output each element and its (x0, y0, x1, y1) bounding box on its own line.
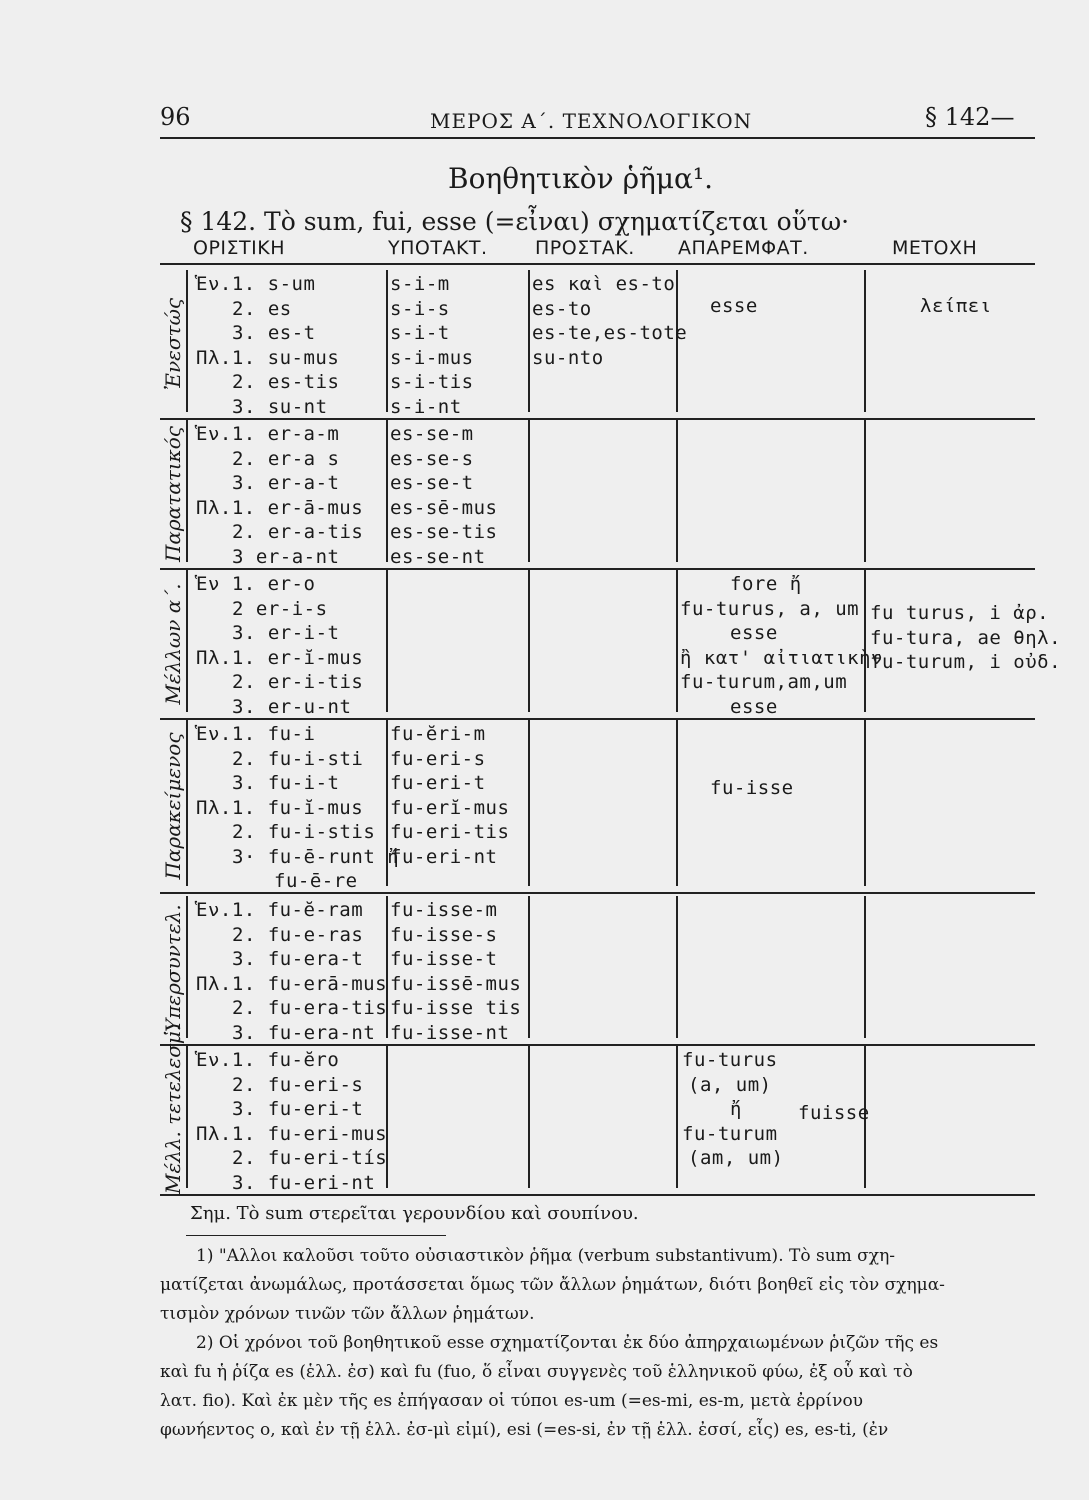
table-cell: 3. fu-eri-nt (232, 1171, 376, 1194)
footnote-line: φωνήεντος o, καὶ ἐν τῇ ἑλλ. ἐσ-μὶ εἰμί), esi (=es-si, ἐν τῇ ἑλλ. ἐσσί, εἷς) es, es-ti, (ἐν (160, 1420, 889, 1440)
column-rule (186, 720, 188, 886)
column-rule (864, 570, 866, 712)
table-cell: fu-turus, a, um (680, 597, 860, 620)
table-cell: 3. fu-eri-t (232, 1098, 364, 1120)
column-rule (386, 270, 388, 412)
page-number: 96 (160, 103, 191, 131)
table-cell: 2. er-a-tis (232, 521, 364, 543)
table-cell: fu-tura, ae θηλ. (870, 626, 1062, 649)
table-cell: fu-ē-re (274, 870, 358, 892)
table-cell: 3. er-u-nt (232, 695, 352, 718)
table-cell: es-se-tis (390, 521, 498, 543)
column-rule (186, 270, 188, 412)
column-rule (676, 896, 678, 1038)
table-cell: fu-isse-nt (390, 1021, 510, 1044)
table-cell: 3. es-t (232, 322, 316, 344)
table-cell: fu-isse-s (390, 923, 498, 946)
table-cell: es-se-m (390, 423, 474, 445)
table-cell: λείπει (920, 295, 992, 317)
table-cell: (a, um) (688, 1073, 772, 1096)
table-cell: 3. er-i-t (232, 622, 340, 644)
tense-rule (160, 418, 1035, 420)
table-cell: Πλ.1. fu-erā-mus (196, 972, 388, 995)
table-cell: es-se-t (390, 472, 474, 494)
table-cell: Πλ.1. fu-ĭ-mus (196, 796, 364, 819)
table-cell: fu-eri-tis (390, 821, 510, 843)
tense-rule (160, 718, 1035, 720)
footnote-line: 1) "Αλλοι καλοῦσι τοῦτο οὐσιαστικὸν ῥῆμα (verbum substantivum). Τὸ sum σχη- (196, 1246, 896, 1266)
table-cell: esse (730, 695, 778, 718)
table-cell: s-i-nt (390, 395, 462, 418)
column-rule (528, 720, 530, 886)
table-cell: fore ἤ (730, 573, 802, 595)
table-cell: fu-isse (710, 777, 794, 799)
table-cell: fu-ĕri-m (390, 723, 486, 745)
table-cell: 2. fu-i-stis (232, 821, 376, 843)
col-participle: ΜΕΤΟΧΗ (892, 237, 978, 259)
footnote-line: ματίζεται ἀνωμάλως, προτάσσεται ὅμως τῶν ἄλλων ῥημάτων, διότι βοηθεῖ εἰς τὸν σχημα- (160, 1275, 945, 1295)
table-cell: 3· fu-ē-runt ἤ (232, 845, 400, 868)
tense-rule (160, 568, 1035, 570)
table-cell: s-i-s (390, 297, 450, 320)
column-rule (676, 570, 678, 712)
column-rule (186, 420, 188, 562)
tense-label: Μέλλ. τετελεσμ. (161, 1024, 185, 1194)
table-cell: Ἑν.1. fu-ĕro (196, 1049, 340, 1071)
table-cell: fu-eri-s (390, 747, 486, 770)
table-cell: Πλ.1. er-ā-mus (196, 496, 364, 519)
table-cell: 2. fu-era-tis (232, 997, 388, 1019)
table-cell: fu-erĭ-mus (390, 796, 510, 819)
table-cell: es-to (532, 297, 592, 320)
table-cell: esse (710, 295, 758, 317)
table-cell: fu-eri-nt (390, 845, 498, 868)
table-cell: fu-turum (682, 1122, 778, 1145)
table-cell: 2. fu-i-sti (232, 747, 364, 770)
remark: Σημ. Τὸ sum στερεῖται γερουνδίου καὶ σουπίνου. (190, 1203, 639, 1224)
footnote-line: λατ. fio). Καὶ ἐκ μὲν τῆς es ἐπήγασαν οἱ τύποι es-um (=es-mi, es-m, μετὰ ἐρρίνου (160, 1391, 864, 1411)
footnotes (160, 1242, 1040, 1445)
header-rule (160, 137, 1035, 139)
table-cell: 3. fu-era-t (232, 948, 364, 970)
col-imperative: ΠΡΟΣΤΑΚ. (535, 237, 635, 259)
table-cell: Πλ.1. er-ĭ-mus (196, 646, 364, 669)
column-rule (528, 1046, 530, 1188)
table-cell: 3 er-a-nt (232, 545, 340, 568)
table-cell: 2. es-tis (232, 371, 340, 393)
tense-label: Παρακείμενος (161, 732, 185, 880)
table-cell: s-i-tis (390, 371, 474, 393)
table-cell: ἢ κατ' αἰτιατικὴν (680, 646, 883, 669)
table-cell: s-i-t (390, 322, 450, 344)
table-cell: 2. fu-eri-tís (232, 1147, 388, 1169)
table-cell: Ἑν.1. fu-ĕ-ram (196, 899, 364, 921)
col-infinitive: ΑΠΑΡΕΜΦΑΤ. (678, 237, 809, 259)
table-cell: es-se-nt (390, 545, 486, 568)
table-cell: esse (730, 622, 778, 644)
tense-rule (160, 892, 1035, 894)
table-cell: 2. er-i-tis (232, 671, 364, 693)
tense-rule (160, 1044, 1035, 1046)
column-rule (864, 720, 866, 886)
page-title: Βοηθητικὸν ῥῆμα¹. (448, 162, 714, 195)
table-cell: fu-isse-m (390, 899, 498, 921)
column-rule (864, 420, 866, 562)
column-rule (386, 420, 388, 562)
table-cell: fu-turus (682, 1049, 778, 1071)
tense-rule (160, 1194, 1035, 1196)
column-rule (528, 896, 530, 1038)
table-cell: su-nto (532, 346, 604, 369)
column-rule (528, 420, 530, 562)
table-cell: 2 er-i-s (232, 597, 328, 620)
footnote-line: 2) Οἱ χρόνοι τοῦ βοηθητικοῦ esse σχηματίζονται ἐκ δύο ἀπηρχαιωμένων ῥιζῶν τῆς es (196, 1333, 939, 1353)
table-cell: s-i-mus (390, 346, 474, 369)
tense-label: Μέλλων α΄. (161, 583, 185, 705)
table-cell: ἤ (730, 1098, 742, 1120)
table-cell: 2. er-a s (232, 447, 340, 470)
tense-label: Ἐνεστώς (161, 297, 185, 391)
table-cell: 2. fu-eri-s (232, 1073, 364, 1096)
col-indicative: ΟΡΙΣΤΙΚΗ (193, 237, 285, 259)
table-cell: es-te,es-tote (532, 322, 688, 344)
table-cell: fu-isse-t (390, 948, 498, 970)
table-cell: fu-turum,am,um (680, 671, 848, 693)
table-cell: s-i-m (390, 273, 450, 295)
table-cell: fu-eri-t (390, 772, 486, 794)
footnote-line: τισμὸν χρόνων τινῶν τῶν ἄλλων ῥημάτων. (160, 1304, 535, 1324)
table-cell: (am, um) (688, 1147, 784, 1169)
table-cell: Ἑν 1. er-o (196, 573, 316, 595)
table-cell: fu-turum, i οὐδ. (870, 651, 1062, 673)
table-cell: Πλ.1. su-mus (196, 346, 340, 369)
column-rule (864, 896, 866, 1038)
table-cell: es καὶ es-to (532, 273, 676, 295)
footnote-rule (186, 1235, 446, 1236)
table-cell: fu turus, i ἀρ. (870, 602, 1050, 624)
column-rule (528, 270, 530, 412)
table-cell: 3. fu-era-nt (232, 1021, 376, 1044)
table-cell: Ἑν.1. s-um (196, 273, 316, 295)
column-rule (676, 720, 678, 886)
table-cell: es-sē-mus (390, 496, 498, 519)
column-rule (676, 1046, 678, 1188)
table-cell: fuisse (798, 1102, 870, 1124)
table-cell: fu-issē-mus (390, 972, 522, 995)
table-cell: Ἑν.1. er-a-m (196, 423, 340, 445)
table-cell: 3. su-nt (232, 395, 328, 418)
table-cell: 2. es (232, 297, 292, 320)
column-rule (186, 570, 188, 712)
table-cell: fu-isse tis (390, 997, 522, 1019)
footnote-line: καὶ fu ἡ ῥίζα es (ἑλλ. ἐσ) καὶ fu (fuo, ὅ εἶναι συγγενὲς τοῦ ἑλληνικοῦ φύω, ἐξ οὗ καὶ τὸ (160, 1362, 913, 1382)
column-rule (864, 270, 866, 412)
tense-label: Παρατατικός (161, 425, 185, 563)
column-rule (186, 1046, 188, 1188)
tense-label: Ὑπερσυντελ. (161, 904, 185, 1036)
column-rule (186, 896, 188, 1038)
table-header-rule (160, 263, 1035, 265)
column-rule (386, 570, 388, 712)
section-number: § 142— (925, 103, 1015, 131)
column-rule (528, 570, 530, 712)
table-cell: Ἑν.1. fu-i (196, 723, 316, 745)
table-cell: 2. fu-e-ras (232, 923, 364, 946)
running-title: ΜΕΡΟΣ Α΄. ΤΕΧΝΟΛΟΓΙΚΟΝ (430, 109, 753, 133)
table-cell: Πλ.1. fu-eri-mus (196, 1122, 388, 1145)
col-subjunctive: ΥΠΟΤΑΚΤ. (388, 237, 488, 259)
table-cell: 3. er-a-t (232, 472, 340, 494)
table-cell: es-se-s (390, 447, 474, 470)
table-cell: 3. fu-i-t (232, 772, 340, 794)
column-rule (676, 420, 678, 562)
intro-line: § 142. Τὸ sum, fui, esse (=εἶναι) σχηματίζεται οὕτω· (180, 207, 850, 236)
